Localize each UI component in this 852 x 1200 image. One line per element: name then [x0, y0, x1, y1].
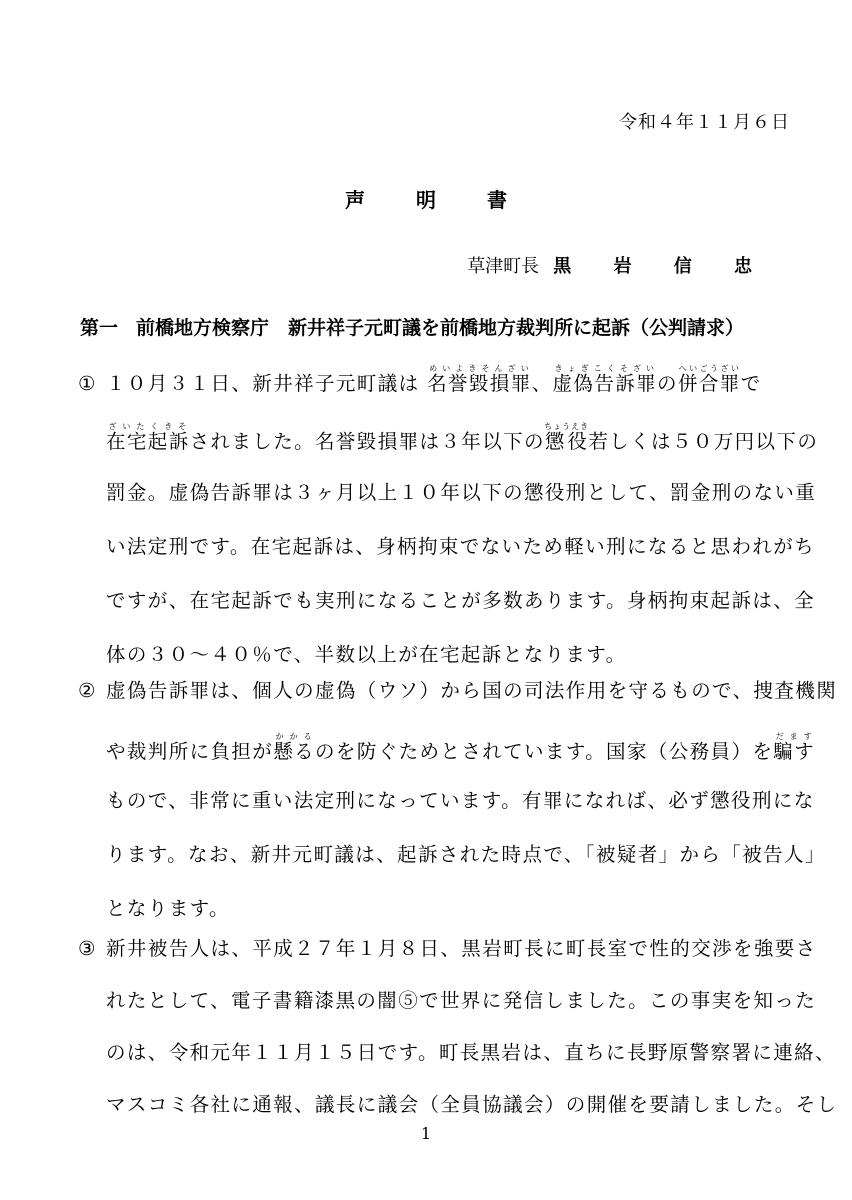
paragraph-1-line: ① １０月３１日、新井祥子元町議は 名誉毀損罪めいよきそんざい、虚偽告訴罪きょぎこくそざいの併合罪へいごうざいで: [78, 364, 762, 394]
paragraph-3-line: マスコミ各社に通報、議長に議会（全員協議会）の開催を要請しました。そし: [106, 1093, 838, 1116]
paragraph-2-line: となります。: [106, 897, 230, 920]
ruby-term: 虚偽告訴罪きょぎこくそざい: [552, 364, 658, 395]
paragraph-2-line: もので、非常に重い法定刑になっています。有罪になれば、必ず懲役刑にな: [106, 789, 815, 812]
author-signature: [467, 252, 770, 278]
ruby-term: 名誉毀損罪めいよきそんざい: [427, 364, 532, 395]
author-name: 黒 岩 信 忠: [553, 256, 770, 277]
ruby-term: 騙すだます: [773, 732, 816, 763]
section-heading: [80, 313, 744, 340]
author-role: 草津町長: [467, 256, 540, 277]
paragraph-3-line: ③ 新井被告人は、平成２７年１月８日、黒岩町長に町長室で性的交渉を強要さ: [78, 934, 817, 964]
document-date: 令和４年１１月６日: [619, 112, 790, 133]
paragraph-2-line: や裁判所に負担が懸るかかるのを防ぐためとされています。国家（公務員）を騙すだます: [106, 732, 816, 763]
page-number: 1: [420, 1124, 432, 1143]
ruby-term: 懲役ちょうえき: [544, 422, 590, 453]
paragraph-1-line: 在宅起訴ざいたくきそされました。名誉毀損罪は３年以下の懲役ちょうえき若しくは５０万円以下の: [106, 422, 819, 453]
paragraph-number: ①: [78, 372, 97, 395]
ruby-term: 併合罪へいごうざい: [677, 364, 741, 395]
section-text: 前橋地方検察庁 新井祥子元町議を前橋地方裁判所に起訴（公判請求）: [136, 317, 745, 339]
paragraph-3-line: のは、令和元年１１月１５日です。町長黒岩は、直ちに長野原警察署に連絡、: [106, 1041, 836, 1064]
paragraph-2-line: ② 虚偽告訴罪は、個人の虚偽（ウソ）から国の司法作用を守るもので、捜査機関: [78, 676, 837, 706]
paragraph-1-line: 罰金。虚偽告訴罪は３ヶ月以上１０年以下の懲役刑として、罰金刑のない重: [106, 481, 817, 504]
paragraph-1-line: ですが、在宅起訴でも実刑になることが多数あります。身柄拘束起訴は、全: [106, 589, 816, 612]
paragraph-2-line: ります。なお、新井元町議は、起訴された時点で、「被疑者」から「被告人」: [106, 843, 826, 866]
document-title: 声 明 書: [345, 188, 529, 212]
ruby-term: 在宅起訴ざいたくきそ: [106, 422, 190, 453]
paragraph-1-line: い法定刑です。在宅起訴は、身柄拘束でないため軽い刑になると思われがち: [106, 535, 816, 558]
paragraph-3-line: れたとして、電子書籍漆黒の闇⑤で世界に発信しました。この事実を知った: [106, 989, 817, 1012]
ruby-term: 懸るかかる: [273, 732, 316, 763]
paragraph-1-line: 体の３０～４０％で、半数以上が在宅起訴となります。: [106, 643, 627, 666]
paragraph-number: ②: [78, 679, 97, 702]
section-label: 第一: [80, 317, 119, 339]
paragraph-number: ③: [78, 937, 97, 960]
